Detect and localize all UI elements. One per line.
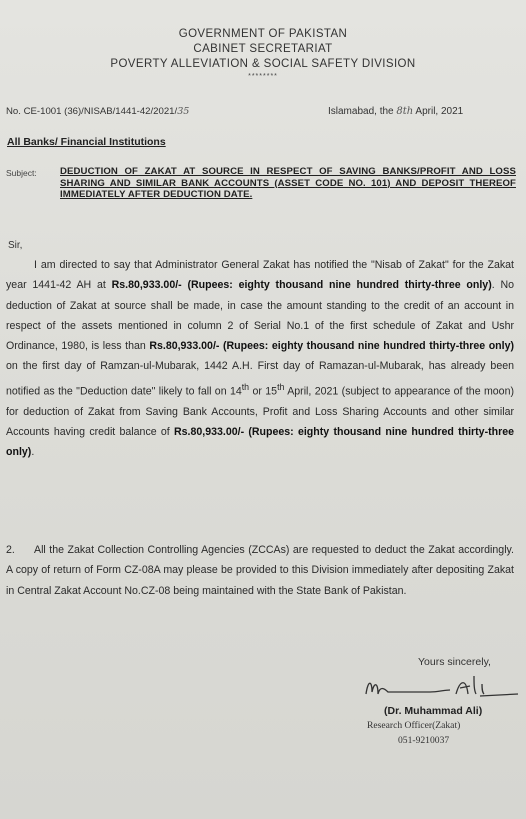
p1-bold-amount-2: Rs.80,933.00/- (Rupees: eighty thousand nine hundred thirty-three only) [149,340,515,353]
paragraph-1 [6,255,514,463]
date-prefix: Islamabad, the [328,106,397,117]
date-suffix: April, 2021 [413,106,464,117]
signature [360,670,520,702]
signatory-name: (Dr. Muhammad Ali) [384,705,483,717]
addressee: All Banks/ Financial Institutions [7,136,166,148]
p2-number: 2. [6,544,15,556]
p1-text-2: . No deduction of Zakat at source shall be made, in case the amount standing to the credit of an account in respect of the assets mentioned in column 2 of Serial No.1 of the first schedule of Zakat and Ushr Ordinance, 1980, is less than [6,279,514,353]
paragraph-2 [6,540,514,601]
salutation: Sir, [8,240,23,251]
header-stars: ******** [248,73,278,80]
subject-text: DEDUCTION OF ZAKAT AT SOURCE IN RESPECT OF SAVING BANKS/PROFIT AND LOSS SHARING AND SIMILAR BANK ACCOUNTS (ASSET CODE NO. 101) AND DEPOSIT THEREOF IMMEDIATELY AFTER DEDUCTION DATE. [60,166,516,201]
closing-yours: Yours sincerely, [418,656,491,668]
subject-label: Subject: [6,168,37,178]
p1-sup-2: th [277,381,285,392]
header-division: POVERTY ALLEVIATION & SOCIAL SAFETY DIVISION [110,58,416,70]
header-cabinet: CABINET SECRETARIAT [193,43,333,55]
signatory-phone: 051-9210037 [398,735,450,746]
date-day: 8th [396,106,414,117]
p1-text-5: April, 2021 (subject to appearance of the moon) for deduction of Zakat from Saving Bank Accounts, Profit and Loss Sharing Accounts and other similar Accounts having credit balance of [6,385,514,438]
p1-bold-amount-3: Rs.80,933.00/- (Rupees: eighty thousand nine hundred thirty-three only) [6,425,514,459]
p1-bold-amount-1: Rs.80,933.00/- (Rupees: eighty thousand nine hundred thirty-three only) [111,279,492,292]
p1-text-6: . [31,446,35,459]
p1-sup-1: th [241,381,250,392]
p1-text-1: I am directed to say that Administrator General Zakat has notified the "Nisab of Zakat" for the Zakat year 1441-42 AH at [6,259,514,292]
p2-text: All the Zakat Collection Controlling Agencies (ZCCAs) are requested to deduct the Zakat accordingly. A copy of return of Form CZ-08A may please be provided to this Division immediately after depositing Zakat in Central Zakat Account No.CZ-08 being maintained with the State Bank of Pakistan. [6,544,514,597]
reference-text: No. CE-1001 (36)/NISAB/1441-42/2021/ [6,106,178,117]
p1-text-3: on the first day of Ramzan-ul-Mubarak, 1442 A.H. First day of Ramazan-ul-Mubarak, has already been notified as the "Deduction date" likely to fall on 14 [6,360,514,398]
header-government: GOVERNMENT OF PAKISTAN [178,28,348,40]
p1-text-4: or 15 [249,385,278,398]
reference-handwritten: 35 [177,106,190,117]
signatory-designation: Research Officer(Zakat) [367,720,461,731]
reference-number [6,106,189,117]
letter-date [328,106,463,117]
